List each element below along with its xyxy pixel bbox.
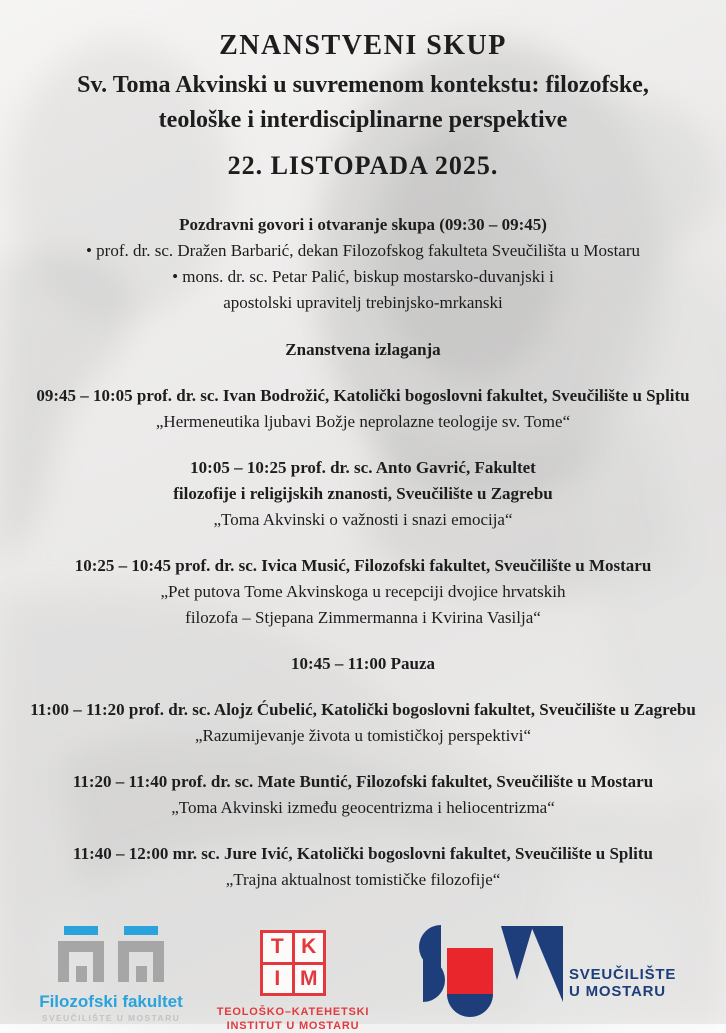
session-header: 11:20 – 11:40 prof. dr. sc. Mate Buntić, Filozofski fakultet, Sveučilište u Mostaru <box>72 772 654 791</box>
tkim-letter-m: M <box>295 965 324 994</box>
tkim-letter-t: T <box>263 933 292 962</box>
sum-name-line-2: U MOSTARU <box>569 983 666 1000</box>
opening-speaker-1: • prof. dr. sc. Dražen Barbarić, dekan Filozofskog fakulteta Sveučilišta u Mostaru <box>85 241 641 260</box>
sum-mark-icon <box>395 922 565 1006</box>
session-header: 11:40 – 12:00 mr. sc. Jure Ivić, Katolički bogoslovni fakultet, Sveučilište u Splitu <box>73 844 653 863</box>
tkim-grid-icon <box>260 930 326 996</box>
ffmo-name: Filozofski fakultet <box>39 992 183 1011</box>
opening-speaker-2-line-1: • mons. dr. sc. Petar Palić, biskup mostarsko-duvanjski i <box>172 267 554 286</box>
tkim-logo <box>209 930 377 1033</box>
session-header: 09:45 – 10:05 prof. dr. sc. Ivan Bodrožić, Katolički bogoslovni fakultet, Sveučilište u Splitu <box>36 386 690 405</box>
footer-logos <box>0 920 726 1032</box>
sessions-heading: Znanstvena izlaganja <box>285 340 441 359</box>
session-talk-title: „Toma Akvinski između geocentrizma i heliocentrizma“ <box>171 798 555 817</box>
session-entry-1 <box>21 383 705 435</box>
sum-name-line-1: SVEUČILIŠTE <box>569 966 677 983</box>
break-label: 10:45 – 11:00 Pauza <box>290 654 436 673</box>
tkim-name-line-2: INSTITUT U MOSTARU <box>226 1020 360 1032</box>
ffmo-pillars-icon <box>52 926 170 984</box>
tkim-letter-k: K <box>295 933 324 962</box>
poster-subtitle-line-2: teološke i interdisciplinarne perspektive <box>158 107 568 133</box>
opening-section <box>21 212 705 316</box>
sum-name <box>569 966 676 1000</box>
session-entry-4 <box>21 697 705 749</box>
tkim-letter-i: I <box>263 965 292 994</box>
tkim-name-line-1: TEOLOŠKO–KATEHETSKI <box>216 1006 370 1018</box>
session-talk-title: „Razumijevanje života u tomističkoj perspektivi“ <box>194 726 532 745</box>
poster-title: ZNANSTVENI SKUP <box>219 30 507 61</box>
session-header: 10:05 – 10:25 prof. dr. sc. Anto Gavrić, Fakultet filozofije i religijskih znanosti, Sveučilište u Zagrebu <box>173 458 553 503</box>
session-entry-3 <box>21 553 705 631</box>
opening-speaker-2-line-2: apostolski upravitelj trebinjsko-mrkanski <box>223 293 503 312</box>
filozofski-fakultet-logo <box>35 926 187 1023</box>
session-entry-2 <box>21 455 705 533</box>
sum-logo <box>395 922 676 1006</box>
session-talk-title: „Pet putova Tome Akvinskoga u recepciji dvojice hrvatskih filozofa – Stjepana Zimmermanna i Kvirina Vasilja“ <box>160 582 566 627</box>
opening-heading: Pozdravni govori i otvaranje skupa (09:30 – 09:45) <box>179 215 547 234</box>
tkim-name <box>217 1005 370 1033</box>
session-talk-title: „Hermeneutika ljubavi Božje neprolazne teologije sv. Tome“ <box>155 412 571 431</box>
session-talk-title: „Toma Akvinski o važnosti i snazi emocija“ <box>213 510 513 529</box>
ffmo-subname: SVEUČILIŠTE U MOSTARU <box>41 1013 181 1023</box>
event-date: 22. LISTOPADA 2025. <box>227 151 499 180</box>
break-entry <box>21 651 705 677</box>
session-header: 11:00 – 11:20 prof. dr. sc. Alojz Ćubelić, Katolički bogoslovni fakultet, Sveučilište u Zagrebu <box>30 700 696 719</box>
session-entry-6 <box>21 841 705 893</box>
poster-subtitle-line-1: Sv. Toma Akvinski u suvremenom kontekstu: filozofske, <box>77 72 649 98</box>
session-header: 10:25 – 10:45 prof. dr. sc. Ivica Musić, Filozofski fakultet, Sveučilište u Mostaru <box>74 556 652 575</box>
session-entry-5 <box>21 769 705 821</box>
session-talk-title: „Trajna aktualnost tomističke filozofije“ <box>225 870 501 889</box>
poster-subtitle <box>21 68 705 138</box>
